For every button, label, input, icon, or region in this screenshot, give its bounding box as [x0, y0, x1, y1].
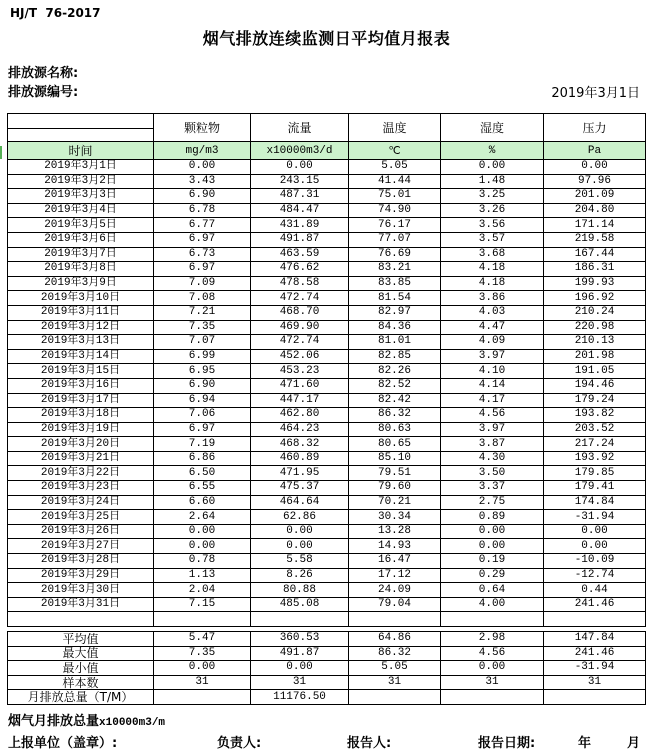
date-cell: 2019年3月3日: [8, 189, 154, 204]
table-row: [8, 232, 646, 247]
value-cell: 4.03: [441, 305, 544, 320]
value-cell: 8.26: [251, 568, 349, 583]
col-header-temperature: 温度: [349, 114, 441, 142]
label-cell: 平均值: [8, 632, 154, 647]
value-cell: 462.80: [251, 408, 349, 423]
value-cell: 11176.50: [251, 690, 349, 705]
value-cell: [441, 612, 544, 627]
value-cell: 31: [441, 675, 544, 690]
value-cell: 220.98: [544, 320, 646, 335]
value-cell: 7.21: [154, 305, 251, 320]
value-cell: 0.00: [154, 160, 251, 175]
value-cell: 468.32: [251, 437, 349, 452]
value-cell: 210.13: [544, 335, 646, 350]
value-cell: 4.18: [441, 276, 544, 291]
date-cell: 2019年3月15日: [8, 364, 154, 379]
value-cell: 31: [544, 675, 646, 690]
table-row: [8, 481, 646, 496]
table-row: [8, 466, 646, 481]
value-cell: 86.32: [349, 408, 441, 423]
value-cell: 3.86: [441, 291, 544, 306]
table-row: [8, 510, 646, 525]
value-cell: 0.00: [154, 661, 251, 676]
value-cell: 469.90: [251, 320, 349, 335]
table-row: [8, 554, 646, 569]
value-cell: 243.15: [251, 174, 349, 189]
value-cell: 6.99: [154, 349, 251, 364]
value-cell: 0.78: [154, 554, 251, 569]
value-cell: 6.77: [154, 218, 251, 233]
value-cell: 217.24: [544, 437, 646, 452]
label-cell: 月排放总量（T/M）: [8, 690, 154, 705]
time-header-split-cell: [8, 114, 154, 142]
value-cell: 0.00: [154, 524, 251, 539]
value-cell: 219.58: [544, 232, 646, 247]
value-cell: 2.04: [154, 583, 251, 598]
value-cell: 13.28: [349, 524, 441, 539]
value-cell: 193.82: [544, 408, 646, 423]
table-row: [8, 661, 646, 676]
table-row: [8, 349, 646, 364]
table-row: [8, 262, 646, 277]
value-cell: 0.00: [441, 539, 544, 554]
value-cell: [544, 612, 646, 627]
value-cell: 74.90: [349, 203, 441, 218]
value-cell: 0.44: [544, 583, 646, 598]
value-cell: [349, 612, 441, 627]
date-cell: 2019年3月28日: [8, 554, 154, 569]
value-cell: 82.52: [349, 378, 441, 393]
value-cell: 5.58: [251, 554, 349, 569]
value-cell: 16.47: [349, 554, 441, 569]
date-cell: 2019年3月2日: [8, 174, 154, 189]
value-cell: 80.65: [349, 437, 441, 452]
date-cell: 2019年3月14日: [8, 349, 154, 364]
value-cell: [154, 612, 251, 627]
value-cell: 4.14: [441, 378, 544, 393]
value-cell: 80.88: [251, 583, 349, 598]
value-cell: 0.00: [251, 524, 349, 539]
unit-pressure: Pa: [544, 142, 646, 160]
value-cell: 77.07: [349, 232, 441, 247]
monthly-total-note: [8, 710, 165, 729]
date-cell: 2019年3月19日: [8, 422, 154, 437]
value-cell: 484.47: [251, 203, 349, 218]
value-cell: 5.05: [349, 160, 441, 175]
table-row: [8, 218, 646, 233]
value-cell: 0.00: [441, 661, 544, 676]
value-cell: 4.09: [441, 335, 544, 350]
value-cell: 31: [154, 675, 251, 690]
value-cell: 6.73: [154, 247, 251, 262]
value-cell: 82.26: [349, 364, 441, 379]
value-cell: [544, 690, 646, 705]
col-header-pressure: 压力: [544, 114, 646, 142]
table-row: [8, 276, 646, 291]
date-cell: 2019年3月11日: [8, 305, 154, 320]
value-cell: 97.96: [544, 174, 646, 189]
value-cell: 75.01: [349, 189, 441, 204]
table-row: [8, 675, 646, 690]
value-cell: 4.10: [441, 364, 544, 379]
date-cell: 2019年3月1日: [8, 160, 154, 175]
value-cell: -31.94: [544, 661, 646, 676]
value-cell: 0.00: [251, 539, 349, 554]
table-row: [8, 320, 646, 335]
value-cell: 472.74: [251, 335, 349, 350]
year-label: 年: [578, 736, 592, 751]
value-cell: 452.06: [251, 349, 349, 364]
value-cell: 204.80: [544, 203, 646, 218]
value-cell: 3.97: [441, 422, 544, 437]
value-cell: 6.60: [154, 495, 251, 510]
value-cell: 79.60: [349, 481, 441, 496]
value-cell: 0.00: [441, 524, 544, 539]
value-cell: 431.89: [251, 218, 349, 233]
value-cell: 196.92: [544, 291, 646, 306]
value-cell: 31: [349, 675, 441, 690]
page-title: 烟气排放连续监测日平均值月报表: [202, 29, 451, 48]
time-header: 时间: [8, 142, 154, 160]
value-cell: 4.17: [441, 393, 544, 408]
table-row: [8, 408, 646, 423]
value-cell: 0.29: [441, 568, 544, 583]
table-row: [8, 364, 646, 379]
value-cell: 3.26: [441, 203, 544, 218]
value-cell: [154, 690, 251, 705]
table-row: [8, 524, 646, 539]
value-cell: 62.86: [251, 510, 349, 525]
value-cell: 6.97: [154, 422, 251, 437]
value-cell: 3.25: [441, 189, 544, 204]
value-cell: 0.19: [441, 554, 544, 569]
value-cell: 41.44: [349, 174, 441, 189]
value-cell: 79.04: [349, 597, 441, 612]
value-cell: 1.48: [441, 174, 544, 189]
value-cell: 30.34: [349, 510, 441, 525]
value-cell: 83.21: [349, 262, 441, 277]
table-row: [8, 335, 646, 350]
value-cell: 475.37: [251, 481, 349, 496]
value-cell: 360.53: [251, 632, 349, 647]
col-header-humidity: 湿度: [441, 114, 544, 142]
value-cell: 179.85: [544, 466, 646, 481]
reporter-label: 报告人:: [347, 736, 392, 751]
value-cell: 464.23: [251, 422, 349, 437]
value-cell: 6.90: [154, 378, 251, 393]
value-cell: 4.56: [441, 646, 544, 661]
value-cell: 491.87: [251, 646, 349, 661]
value-cell: 3.50: [441, 466, 544, 481]
value-cell: 7.08: [154, 291, 251, 306]
value-cell: 86.32: [349, 646, 441, 661]
value-cell: 453.23: [251, 364, 349, 379]
value-cell: 17.12: [349, 568, 441, 583]
table-row: [8, 291, 646, 306]
value-cell: 81.01: [349, 335, 441, 350]
value-cell: 0.00: [251, 661, 349, 676]
value-cell: 6.86: [154, 451, 251, 466]
value-cell: 171.14: [544, 218, 646, 233]
value-cell: 0.00: [544, 160, 646, 175]
value-cell: 476.62: [251, 262, 349, 277]
value-cell: 6.55: [154, 481, 251, 496]
split-line: [8, 128, 153, 129]
value-cell: 82.42: [349, 393, 441, 408]
value-cell: [441, 690, 544, 705]
date-cell: 2019年3月4日: [8, 203, 154, 218]
value-cell: 3.97: [441, 349, 544, 364]
value-cell: 491.87: [251, 232, 349, 247]
date-cell: 2019年3月5日: [8, 218, 154, 233]
value-cell: [349, 690, 441, 705]
value-cell: 472.74: [251, 291, 349, 306]
value-cell: 24.09: [349, 583, 441, 598]
reporting-unit-label: 上报单位（盖章）:: [8, 736, 118, 751]
value-cell: [251, 612, 349, 627]
table-row: [8, 612, 646, 627]
value-cell: 85.10: [349, 451, 441, 466]
date-cell: 2019年3月17日: [8, 393, 154, 408]
value-cell: 0.00: [154, 539, 251, 554]
table-row: [8, 174, 646, 189]
date-cell: 2019年3月7日: [8, 247, 154, 262]
table-row: [8, 632, 646, 647]
value-cell: 464.64: [251, 495, 349, 510]
table-row: [8, 690, 646, 705]
table-row: [8, 597, 646, 612]
value-cell: 7.15: [154, 597, 251, 612]
value-cell: 3.37: [441, 481, 544, 496]
value-cell: 7.07: [154, 335, 251, 350]
value-cell: 463.59: [251, 247, 349, 262]
value-cell: 7.09: [154, 276, 251, 291]
date-cell: 2019年3月6日: [8, 232, 154, 247]
value-cell: 2.75: [441, 495, 544, 510]
value-cell: 471.95: [251, 466, 349, 481]
value-cell: 186.31: [544, 262, 646, 277]
value-cell: 1.13: [154, 568, 251, 583]
table-row: [8, 305, 646, 320]
date-cell: [8, 612, 154, 627]
table-row: [8, 247, 646, 262]
date-cell: 2019年3月13日: [8, 335, 154, 350]
table-row: [8, 160, 646, 175]
value-cell: 7.19: [154, 437, 251, 452]
source-id-label: 排放源编号:: [8, 85, 79, 100]
value-cell: 4.47: [441, 320, 544, 335]
value-cell: 2.64: [154, 510, 251, 525]
value-cell: 4.18: [441, 262, 544, 277]
value-cell: 82.85: [349, 349, 441, 364]
value-cell: 7.06: [154, 408, 251, 423]
col-header-flow: 流量: [251, 114, 349, 142]
value-cell: 179.24: [544, 393, 646, 408]
value-cell: 487.31: [251, 189, 349, 204]
value-cell: 179.41: [544, 481, 646, 496]
value-cell: 478.58: [251, 276, 349, 291]
value-cell: 6.50: [154, 466, 251, 481]
value-cell: 4.30: [441, 451, 544, 466]
date-cell: 2019年3月18日: [8, 408, 154, 423]
value-cell: 3.43: [154, 174, 251, 189]
date-cell: 2019年3月29日: [8, 568, 154, 583]
date-cell: 2019年3月31日: [8, 597, 154, 612]
summary-table: [7, 631, 646, 705]
value-cell: 7.35: [154, 320, 251, 335]
value-cell: 471.60: [251, 378, 349, 393]
date-cell: 2019年3月30日: [8, 583, 154, 598]
value-cell: 2.98: [441, 632, 544, 647]
table-row: [8, 646, 646, 661]
value-cell: 7.35: [154, 646, 251, 661]
value-cell: 82.97: [349, 305, 441, 320]
date-cell: 2019年3月20日: [8, 437, 154, 452]
table-row: [8, 568, 646, 583]
value-cell: 201.09: [544, 189, 646, 204]
row-highlight-tick: [0, 146, 2, 159]
value-cell: 79.51: [349, 466, 441, 481]
value-cell: 241.46: [544, 646, 646, 661]
value-cell: 0.00: [544, 539, 646, 554]
value-cell: 4.56: [441, 408, 544, 423]
value-cell: 6.95: [154, 364, 251, 379]
date-cell: 2019年3月21日: [8, 451, 154, 466]
value-cell: 76.17: [349, 218, 441, 233]
unit-particulate: mg/m3: [154, 142, 251, 160]
value-cell: 147.84: [544, 632, 646, 647]
daily-averages-table: [7, 113, 646, 627]
source-name-label: 排放源名称:: [8, 66, 79, 81]
date-cell: 2019年3月9日: [8, 276, 154, 291]
value-cell: 76.69: [349, 247, 441, 262]
table-row: [8, 422, 646, 437]
table-row: [8, 451, 646, 466]
value-cell: 193.92: [544, 451, 646, 466]
value-cell: 0.00: [544, 524, 646, 539]
value-cell: 81.54: [349, 291, 441, 306]
value-cell: 3.56: [441, 218, 544, 233]
value-cell: 447.17: [251, 393, 349, 408]
month-label: 月: [627, 736, 641, 751]
unit-temperature: ℃: [349, 142, 441, 160]
note-unit: x10000m3/m: [99, 717, 166, 729]
unit-header-row: [8, 142, 646, 160]
responsible-person-label: 负责人:: [217, 736, 262, 751]
value-cell: 460.89: [251, 451, 349, 466]
date-cell: 2019年3月22日: [8, 466, 154, 481]
date-cell: 2019年3月23日: [8, 481, 154, 496]
table-row: [8, 583, 646, 598]
date-cell: 2019年3月24日: [8, 495, 154, 510]
value-cell: 468.70: [251, 305, 349, 320]
unit-flow: x10000m3/d: [251, 142, 349, 160]
note-text: 烟气月排放总量: [8, 714, 100, 729]
label-cell: 最小值: [8, 661, 154, 676]
value-cell: 14.93: [349, 539, 441, 554]
value-cell: 241.46: [544, 597, 646, 612]
date-cell: 2019年3月10日: [8, 291, 154, 306]
value-cell: 3.68: [441, 247, 544, 262]
value-cell: 0.00: [251, 160, 349, 175]
value-cell: 485.08: [251, 597, 349, 612]
value-cell: 6.94: [154, 393, 251, 408]
value-cell: 3.57: [441, 232, 544, 247]
value-cell: 31: [251, 675, 349, 690]
date-cell: 2019年3月25日: [8, 510, 154, 525]
label-cell: 样本数: [8, 675, 154, 690]
signature-row: [0, 732, 653, 750]
column-header-row: [8, 114, 646, 142]
value-cell: 4.00: [441, 597, 544, 612]
value-cell: 203.52: [544, 422, 646, 437]
value-cell: -10.09: [544, 554, 646, 569]
value-cell: 3.87: [441, 437, 544, 452]
value-cell: 0.00: [441, 160, 544, 175]
date-cell: 2019年3月16日: [8, 378, 154, 393]
standard-code: HJ/T 76-2017: [10, 6, 101, 20]
value-cell: 84.36: [349, 320, 441, 335]
table-row: [8, 189, 646, 204]
table-row: [8, 495, 646, 510]
label-cell: 最大值: [8, 646, 154, 661]
value-cell: 6.90: [154, 189, 251, 204]
value-cell: 83.85: [349, 276, 441, 291]
value-cell: 70.21: [349, 495, 441, 510]
table-row: [8, 539, 646, 554]
value-cell: 199.93: [544, 276, 646, 291]
value-cell: 64.86: [349, 632, 441, 647]
value-cell: 0.89: [441, 510, 544, 525]
value-cell: 80.63: [349, 422, 441, 437]
date-cell: 2019年3月26日: [8, 524, 154, 539]
value-cell: 0.64: [441, 583, 544, 598]
date-cell: 2019年3月8日: [8, 262, 154, 277]
table-row: [8, 393, 646, 408]
value-cell: 167.44: [544, 247, 646, 262]
value-cell: 6.97: [154, 232, 251, 247]
table-row: [8, 437, 646, 452]
date-cell: 2019年3月27日: [8, 539, 154, 554]
value-cell: 5.47: [154, 632, 251, 647]
col-header-particulate: 颗粒物: [154, 114, 251, 142]
report-date: 2019年3月1日: [551, 86, 640, 101]
date-cell: 2019年3月12日: [8, 320, 154, 335]
value-cell: 174.84: [544, 495, 646, 510]
value-cell: 210.24: [544, 305, 646, 320]
value-cell: -12.74: [544, 568, 646, 583]
value-cell: 191.05: [544, 364, 646, 379]
unit-humidity: %: [441, 142, 544, 160]
table-row: [8, 378, 646, 393]
report-date-label: 报告日期:: [478, 736, 536, 751]
value-cell: 194.46: [544, 378, 646, 393]
value-cell: 6.97: [154, 262, 251, 277]
table-row: [8, 203, 646, 218]
value-cell: 201.98: [544, 349, 646, 364]
value-cell: 5.05: [349, 661, 441, 676]
value-cell: 6.78: [154, 203, 251, 218]
value-cell: -31.94: [544, 510, 646, 525]
